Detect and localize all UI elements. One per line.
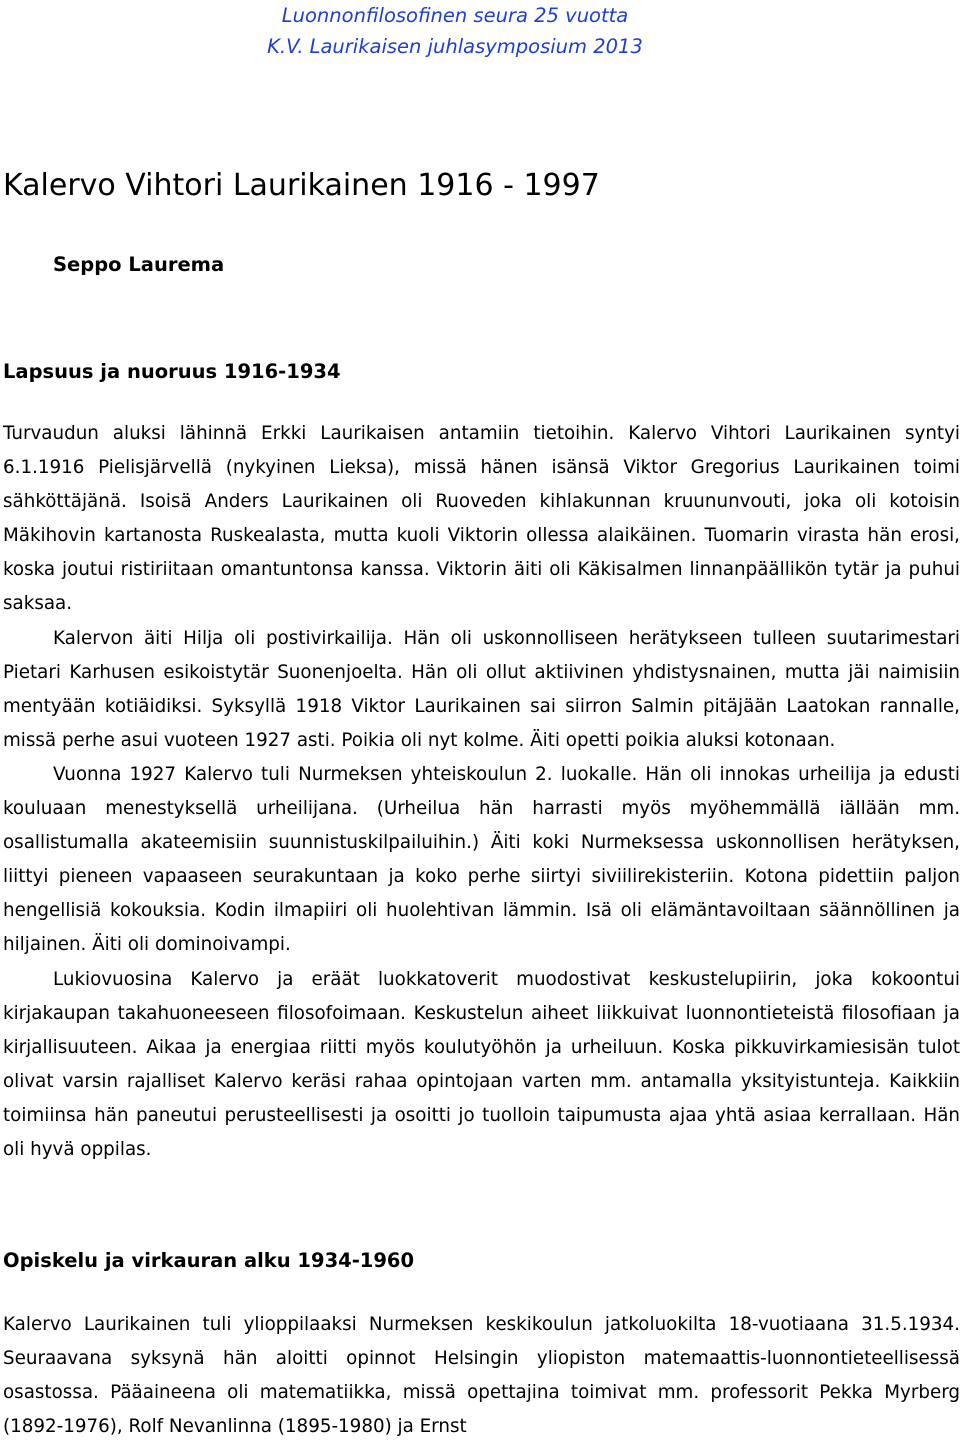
section-heading-studies: Opiskelu ja virkauran alku 1934-1960: [3, 1249, 415, 1272]
section-heading-childhood: Lapsuus ja nuoruus 1916-1934: [3, 360, 341, 383]
section-body-studies: [3, 1308, 960, 1444]
document-title: Kalervo Vihtori Laurikainen 1916 - 1997: [3, 168, 600, 203]
paragraph: Turvaudun aluksi lähinnä Erkki Laurikaisen antamiin tietoihin. Kalervo Vihtori Laurikainen syntyi 6.1.1916 Pielisjärvellä (nykyinen Lieksa), missä hänen isänsä Viktor Gregorius Laurikainen toimi sähköttäjänä. Isoisä Anders Laurikainen oli Ruoveden kihlakunnan kruununvouti, joka oli kotoisin Mäkihovin kartanosta Ruskealasta, mutta kuoli Viktorin ollessa alaikäinen. Tuomarin virasta hän erosi, koska joutui ristiriitaan omantuntonsa kanssa. Viktorin äiti oli Käkisalmen linnanpäällikön tytär ja puhui saksaa.: [3, 423, 960, 615]
header-line-1: Luonnonfilosofinen seura 25 vuotta: [281, 4, 629, 27]
header: [0, 0, 960, 62]
paragraph: Lukiovuosina Kalervo ja eräät luokkatoverit muodostivat keskustelupiirin, joka kokoontui kirjakaupan takahuoneeseen filosofoimaan. Keskustelun aiheet liikkuivat luonnontieteistä filosofiaan ja kirjallisuuteen. Aikaa ja energiaa riitti myös koulutyöhön ja urheiluun. Koska pikkuvirkamiesisän tulot olivat varsin rajalliset Kalervo keräsi rahaa opintojaan varten mm. antamalla yksityistunteja. Kaikkiin toimiinsa hän paneutui perusteellisesti ja osoitti jo tuolloin taipumusta ajaa yhtä asiaa kerrallaan. Hän oli hyvä oppilas.: [3, 968, 960, 1160]
paragraph: Vuonna 1927 Kalervo tuli Nurmeksen yhteiskoulun 2. luokalle. Hän oli innokas urheilija ja edusti kouluaan menestyksellä urheilijana. (Urheilua hän harrasti myös myöhemmällä iällään mm. osallistumalla akateemisiin suunnistuskilpailuihin.) Äiti koki Nurmeksessa uskonnollisen herätyksen, liittyi pieneen vapaaseen seurakuntaan ja koko perhe siirtyi siviilirekisteriin. Kotona pidettiin paljon hengellisiä kokouksia. Kodin ilmapiiri oli huolehtivan lämmin. Isä oli elämäntavoiltaan säännöllinen ja hiljainen. Äiti oli dominoivampi.: [3, 763, 960, 956]
author-name: Seppo Laurema: [53, 253, 225, 276]
header-line-2: K.V. Laurikaisen juhlasymposium 2013: [267, 35, 643, 58]
section-body-childhood: [3, 417, 960, 1167]
paragraph: Kalervo Laurikainen tuli ylioppilaaksi Nurmeksen keskikoulun jatkoluokilta 18-vuotiaana 31.5.1934. Seuraavana syksynä hän aloitti opinnot Helsingin yliopiston matemaattis-luonnontieteellisessä osastossa. Pääaineena oli matematiikka, missä opettajina toimivat mm. professorit Pekka Myrberg (1892-1976), Rolf Nevanlinna (1895-1980) ja Ernst: [3, 1314, 960, 1438]
paragraph: Kalervon äiti Hilja oli postivirkailija. Hän oli uskonnolliseen herätykseen tulleen suutarimestari Pietari Karhusen esikoistytär Suonenjoelta. Hän oli ollut aktiivinen yhdistysnainen, mutta jäi naimisiin mentyään kotiäidiksi. Syksyllä 1918 Viktor Laurikainen sai siirron Salmin pitäjään Laatokan rannalle, missä perhe asui vuoteen 1927 asti. Poikia oli nyt kolme. Äiti opetti poikia aluksi kotonaan.: [3, 627, 960, 751]
